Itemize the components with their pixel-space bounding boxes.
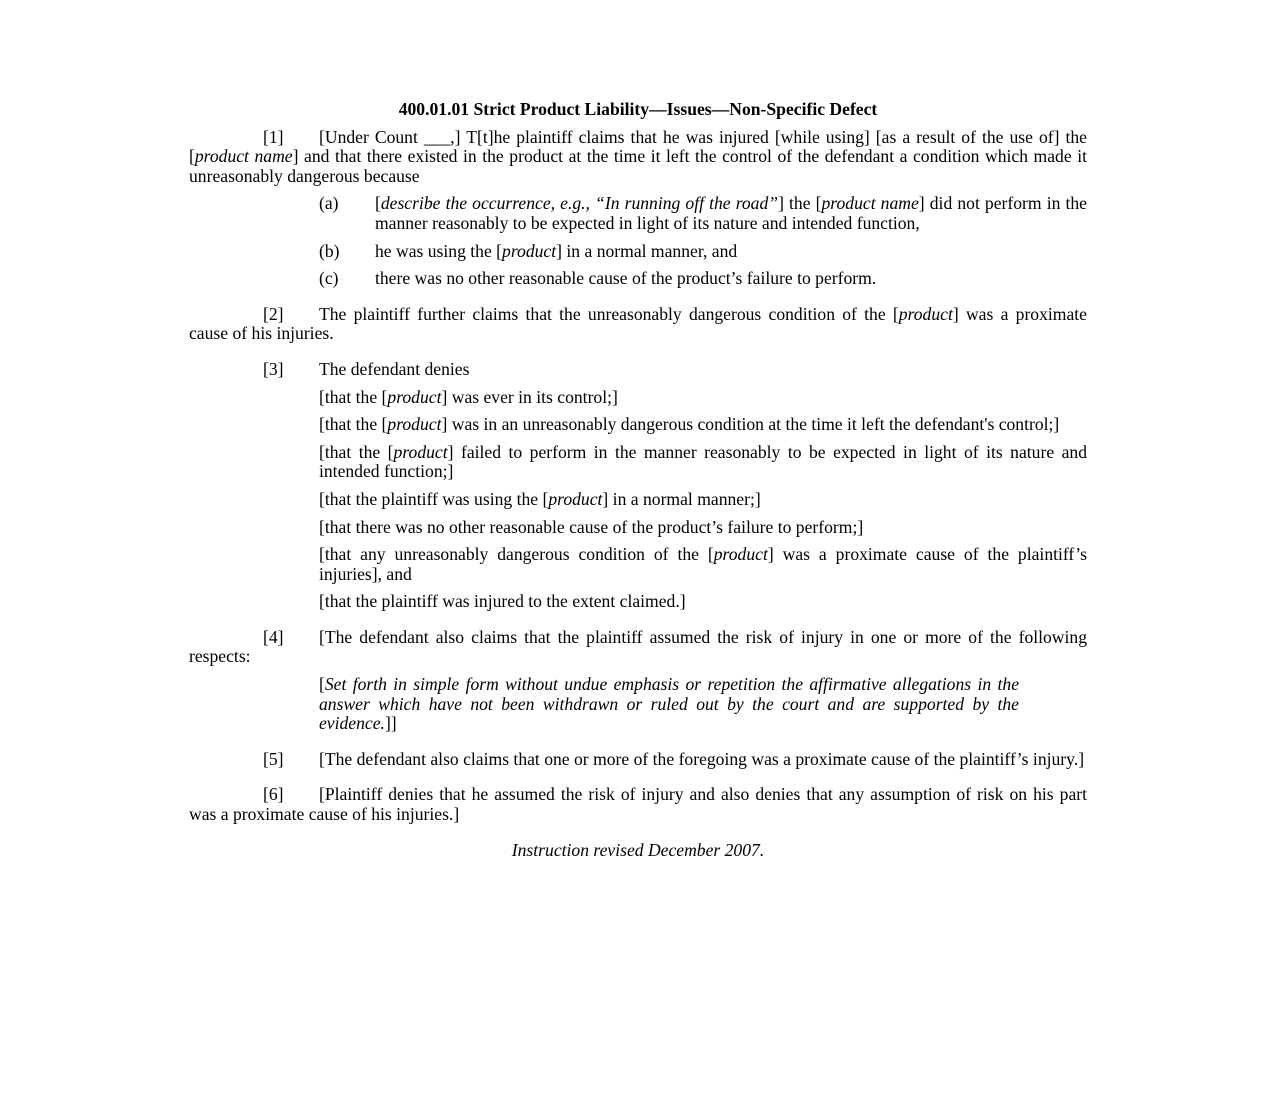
paragraph-number: [5] bbox=[263, 748, 284, 769]
list-item: (a) [describe the occurrence, e.g., “In running off the road”] the [product name] did not perform in the manner reasonably to be expected in light of its nature and intended function, bbox=[319, 193, 1087, 233]
paragraph-number: [6] bbox=[263, 784, 284, 805]
paragraph-number: [3] bbox=[263, 358, 284, 379]
paragraph-2: [2] The plaintiff further claims that the unreasonably dangerous condition of the [product] was a proximate cause of his injuries. bbox=[189, 303, 1087, 344]
revision-note: Instruction revised December 2007. bbox=[511, 839, 765, 860]
paragraph-number: [4] bbox=[263, 626, 284, 647]
paragraph-number: [2] bbox=[263, 303, 284, 324]
denial-item: [that the [product] was in an unreasonably dangerous condition at the time it left the defendant's control;] bbox=[319, 414, 1060, 435]
page-title: 400.01.01 Strict Product Liability—Issues—Non-Specific Defect bbox=[398, 99, 878, 119]
paragraph-number: [1] bbox=[263, 126, 284, 147]
paragraph-1: [1] [Under Count ___,] T[t]he plaintiff claims that he was injured [while using] [as a result of the use of] the [product name] and that there existed in the product at the time it left the control of the defendant a condition which made it unreasonably dangerous because bbox=[189, 126, 1087, 186]
document-page bbox=[189, 100, 1087, 860]
paragraph-5: [5] [The defendant also claims that one or more of the foregoing was a proximate cause of the plaintiff’s injury.] bbox=[263, 748, 1085, 769]
denial-item: [that there was no other reasonable cause of the product’s failure to perform;] bbox=[319, 516, 864, 537]
denial-item: [that the plaintiff was injured to the extent claimed.] bbox=[319, 591, 686, 612]
list-item: (c) there was no other reasonable cause of the product’s failure to perform. bbox=[319, 268, 877, 289]
denial-item: [that the plaintiff was using the [product] in a normal manner;] bbox=[319, 488, 761, 509]
paragraph-3: [3] The defendant denies bbox=[263, 358, 470, 379]
list-item: (b) he was using the [product] in a normal manner, and bbox=[319, 240, 738, 261]
paragraph-4: [4] [The defendant also claims that the plaintiff assumed the risk of injury in one or more of the following respects: bbox=[189, 626, 1087, 667]
denial-item: [that any unreasonably dangerous condition of the [product] was a proximate cause of the plaintiff’s injuries], and bbox=[319, 544, 1087, 584]
denial-item: [that the [product] was ever in its control;] bbox=[319, 386, 618, 407]
denial-item: [that the [product] failed to perform in the manner reasonably to be expected in light of its nature and intended function;] bbox=[319, 441, 1087, 482]
paragraph-6: [6] [Plaintiff denies that he assumed the risk of injury and also denies that any assumption of risk on his part was a proximate cause of his injuries.] bbox=[189, 784, 1087, 825]
instruction-note: [Set forth in simple form without undue emphasis or repetition the affirmative allegations in the answer which have not been withdrawn or ruled out by the court and are supported by the evidence.]] bbox=[319, 674, 1019, 734]
